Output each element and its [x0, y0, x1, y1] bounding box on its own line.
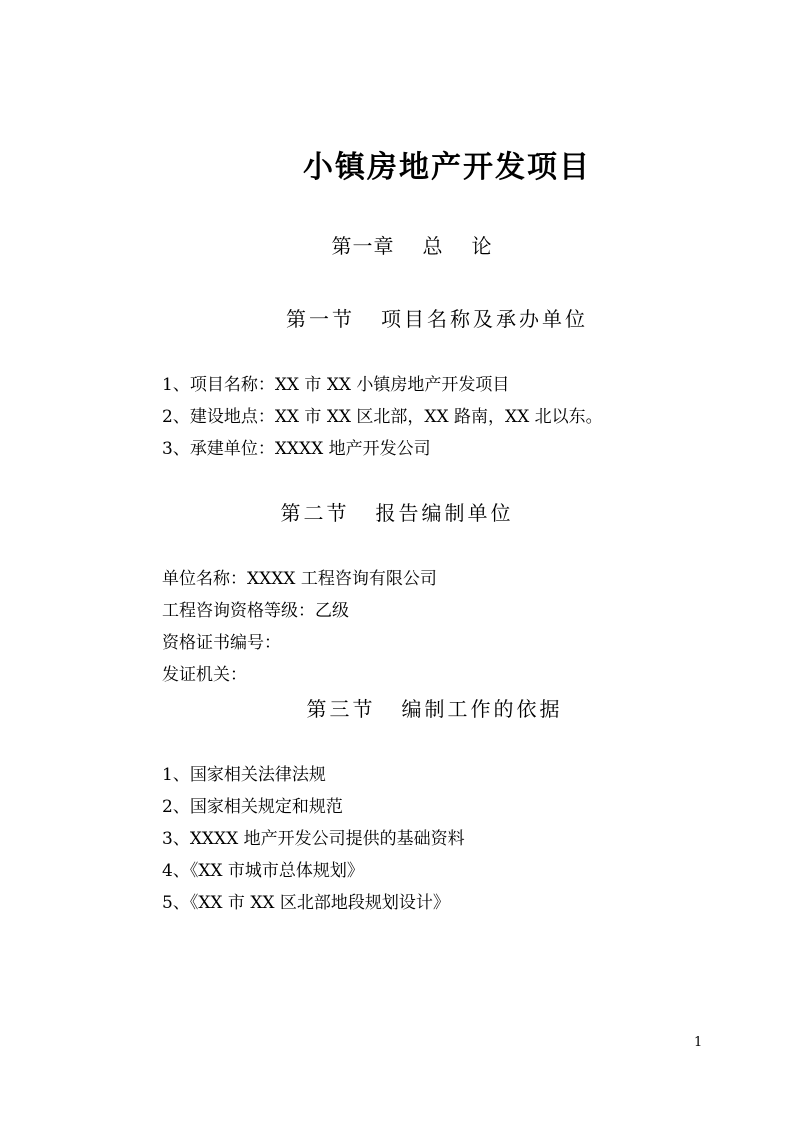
section-2-item-3: 资格证书编号： — [162, 633, 281, 653]
section-3-item-4: 4、《XX 市城市总体规划》 — [162, 861, 364, 881]
section-1-item-3: 3、承建单位：XXXX 地产开发公司 — [162, 439, 431, 459]
chapter-word-2: 论 — [471, 234, 493, 258]
section-2-name: 报告编制单位 — [375, 501, 514, 525]
section-3-item-1: 1、国家相关法律法规 — [162, 765, 326, 785]
section-1-item-2: 2、建设地点：XX 市 XX 区北部，XX 路南，XX 北以东。 — [162, 407, 603, 427]
section-2-number: 第二节 — [280, 501, 350, 525]
section-2-item-1: 单位名称：XXXX 工程咨询有限公司 — [162, 569, 437, 589]
section-3-item-3: 3、XXXX 地产开发公司提供的基础资料 — [162, 829, 465, 849]
section-1-number: 第一节 — [286, 307, 355, 331]
section-1-heading — [0, 303, 794, 332]
section-1-item-1: 1、项目名称：XX 市 XX 小镇房地产开发项目 — [162, 375, 510, 395]
section-1-name: 项目名称及承办单位 — [381, 307, 588, 331]
section-2-item-2: 工程咨询资格等级：乙级 — [162, 601, 349, 621]
section-3-number: 第三节 — [306, 697, 376, 721]
chapter-number: 第一章 — [331, 234, 395, 258]
chapter-heading — [0, 230, 794, 259]
section-3-item-5: 5、《XX 市 XX 区北部地段规划设计》 — [162, 893, 450, 913]
section-3-name: 编制工作的依据 — [401, 697, 563, 721]
document-title: 小镇房地产开发项目 — [303, 150, 591, 185]
section-3-heading — [0, 693, 794, 722]
section-2-item-4: 发证机关： — [162, 665, 247, 685]
chapter-word-1: 总 — [422, 234, 444, 258]
page-number: 1 — [694, 1035, 703, 1050]
section-3-item-2: 2、国家相关规定和规范 — [162, 797, 343, 817]
section-2-heading — [0, 497, 794, 526]
